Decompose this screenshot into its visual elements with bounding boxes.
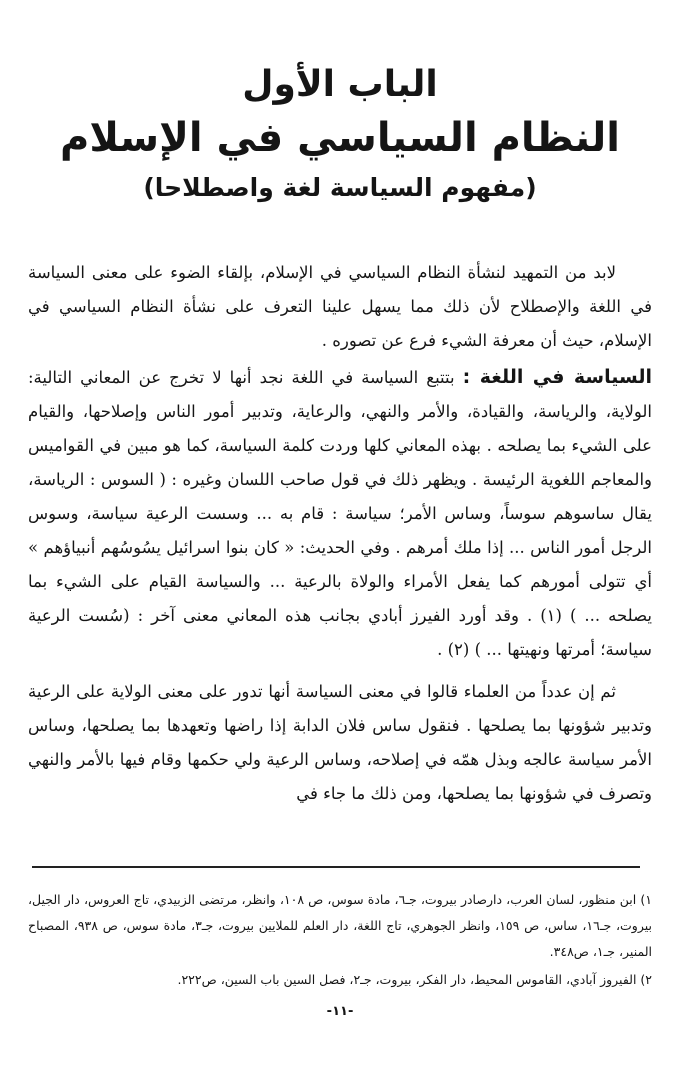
- paragraph-language-definition: [28, 360, 652, 667]
- paragraph-intro: لابد من التمهيد لنشأة النظام السياسي في الإسلام، بإلقاء الضوء على معنى السياسة في اللغة والإصطلاح لأن ذلك مما يسهل علينا التعرف على نشأة النظام السياسي في الإسلام، حيث أن معرفة الشيء فرع عن تصوره .: [28, 263, 652, 350]
- page-number: -١١-: [326, 1004, 354, 1019]
- chapter-heading: [0, 60, 680, 208]
- footnote-1: ١) ابن منظور، لسان العرب، دارصادر بيروت، جـ٦، مادة سوس، ص ١٠٨، وانظر، مرتضى الزبيدي، تاج العروس، دار الجيل، بيروت، جـ١٦، ساس، ص ١٥٩، وانظر الجوهري، تاج اللغة، دار العلم للملايين بيروت، جـ٣، مادة سوس، ص ٩٣٨، المصباح المنير، جـ١، ص٣٤٨.: [28, 891, 652, 959]
- paragraph-scholars: ثم إن عدداً من العلماء قالوا في معنى السياسة أنها تدور على معنى الولاية على الرعية وتدبير شؤونها بما يصلحها . فنقول ساس فلان الدابة إذا راضها وتعهدها بما يصلحها، وساس الأمر سياسة عالجه وبذل همّه في إصلاحه، وساس الرعية ولي حكمها وقام فيها بالأمر والنهي وتصرف في شؤونها بما يصلحها، ومن ذلك ما جاء في: [28, 682, 652, 803]
- footnote-2: ٢) الفيروز آبادي، القاموس المحيط، دار الفكر، بيروت، جـ٢، فصل السين باب السين، ص٢٢٢.: [177, 971, 652, 987]
- paragraph-language-body: بتتبع السياسة في اللغة نجد أنها لا تخرج عن المعاني التالية: الولاية، والرياسة، والقيادة، والأمر والنهي، والرعاية، وتدبير أمور الناس وإصلاحها، والقيام على الشيء بما يصلحه . بهذه المعاني كلها وردت كلمة السياسة، كما هو مبين في القواميس والمعاجم اللغوية الرئيسة . ويظهر ذلك في قول صاحب اللسان وغيره : ( السوس : الرياسة، يقال ساسوهم سوساً، وساس الأمر؛ سياسة : قام به ... وسست الرعية سياسة، وسوس الرجل أمور الناس ... إذا ملك أمرهم . وفي الحديث: « كان بنوا اسرائيل يسُوسُهم أنبياؤهم » أي تتولى أمورهم كما يفعل الأمراء والولاة بالرعية ... والسياسة القيام على الشيء بما يصلحه ... ) (١) . وقد أورد الفيرز أبادي بجانب هذه المعاني معنى آخر : (سُست الرعية سياسة؛ أمرتها ونهيتها ... ) (٢) .: [28, 368, 652, 659]
- chapter-title: النظام السياسي في الإسلام: [60, 115, 620, 161]
- main-text: [28, 256, 652, 811]
- paragraph-lead-heading: السياسة في اللغة :: [462, 366, 652, 388]
- footnote-divider: [32, 866, 640, 868]
- chapter-subtitle: (مفهوم السياسة لغة واصطلاحا): [143, 173, 537, 202]
- chapter-label: الباب الأول: [242, 64, 438, 105]
